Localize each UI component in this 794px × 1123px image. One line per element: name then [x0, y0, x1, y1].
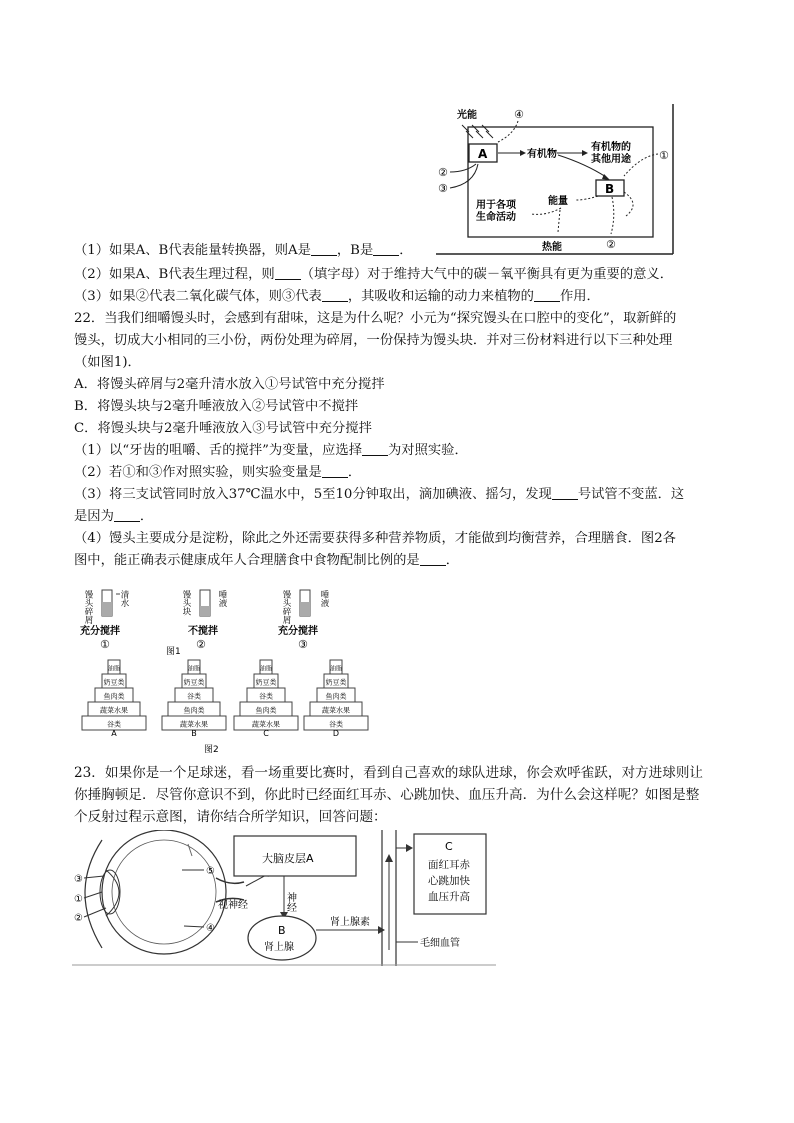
- box-b-label: B: [605, 182, 615, 196]
- svg-text:唾液: 唾液: [319, 590, 329, 607]
- adrenal-label: 肾上腺: [264, 942, 294, 953]
- pyramid-tier-label: 奶豆类: [183, 678, 205, 687]
- capillary-label: 毛细血管: [420, 938, 460, 949]
- life-1: 用于各项: [476, 200, 516, 211]
- pyramid-tier-label: 谷类: [107, 720, 121, 729]
- pyramid-tier-label: 油脂: [329, 665, 343, 673]
- q22-option-c: C．将馒头块与2毫升唾液放入③号试管中充分搅拌: [74, 421, 372, 436]
- answer-blank[interactable]: [420, 551, 446, 566]
- answer-blank[interactable]: [362, 441, 388, 456]
- q21-line1: （1）如果A、B代表能量转换器，则A是 ，B是 ．: [74, 243, 413, 258]
- answer-blank[interactable]: [373, 241, 399, 256]
- test-tube-2: [181, 589, 227, 651]
- svg-text:清水: 清水: [119, 590, 129, 607]
- nerve-label-1: 神经: [284, 892, 296, 912]
- svg-text:馒头碎屑: 馒头碎屑: [83, 590, 93, 624]
- q22-intro-3: （如图1)．: [74, 355, 141, 370]
- svg-text:不搅拌: 不搅拌: [188, 626, 218, 637]
- answer-blank[interactable]: [552, 485, 578, 500]
- food-pyramid-d: [304, 660, 368, 738]
- answer-blank[interactable]: [322, 287, 348, 302]
- effect-c: C: [445, 840, 453, 853]
- pyramid-tier-label: 谷类: [329, 720, 343, 729]
- svg-text:③: ③: [298, 638, 308, 651]
- cortex-label: 大脑皮层A: [262, 852, 314, 865]
- test-tube-1: [80, 589, 129, 651]
- pyramid-tier-label: 鱼肉类: [325, 692, 347, 701]
- marker-2b: ②: [606, 238, 616, 251]
- test-tube-3: [278, 589, 329, 651]
- svg-text:②: ②: [196, 638, 206, 651]
- adrenal-b: B: [278, 924, 286, 937]
- answer-blank[interactable]: [114, 507, 140, 522]
- q22-intro-2: 馒头，切成大小相同的三小份，两份处理为碎屑，一份保持为馒头块．并对三份材料进行以下三种处理: [74, 333, 673, 348]
- pyramid-label: C: [263, 729, 269, 738]
- pyramid-tier-label: 蔬菜水果: [252, 720, 280, 729]
- pyramid-tier-label: 蔬菜水果: [100, 706, 128, 715]
- marker-3: ③: [438, 182, 448, 195]
- figure2-caption: 图2: [204, 745, 219, 755]
- pyramid-tier-label: 奶豆类: [325, 678, 347, 687]
- pyramid-label: A: [111, 729, 117, 738]
- q22-part4-1: （4）馒头主要成分是淀粉，除此之外还需要获得多种营养物质，才能做到均衡营养，合理膳食．图2各: [74, 531, 676, 546]
- q21-line2: （2）如果A、B代表生理过程，则 （填字母）对于维持大气中的碳－氧平衡具有更为重要的意义．: [74, 267, 674, 282]
- figure1-caption: 图1: [166, 647, 181, 657]
- q22-part3: （3）将三支试管同时放入37℃温水中，5至10分钟取出，滴加碘液、摇匀，发现 号试管不变蓝．这: [74, 487, 685, 502]
- pyramid-tier-label: 鱼肉类: [255, 706, 277, 715]
- answer-blank[interactable]: [275, 265, 301, 280]
- q22-intro-1: 22．当我们细嚼馒头时，会感到有甜味，这是为什么呢？小元为“探究馒头在口腔中的变化”，取新鲜的: [74, 311, 677, 326]
- svg-text:充分搅拌: 充分搅拌: [80, 626, 120, 637]
- pyramid-tier-label: 奶豆类: [103, 678, 125, 687]
- heat-label: 热能: [542, 242, 562, 253]
- q22-part3-cont: 是因为 ．: [74, 509, 154, 524]
- pyramid-tier-label: 谷类: [187, 692, 201, 701]
- eye-marker-5: ⑤: [206, 866, 215, 877]
- pyramid-tier-label: 油脂: [107, 665, 121, 673]
- marker-1: ①: [659, 149, 669, 162]
- answer-blank[interactable]: [322, 463, 348, 478]
- q22-option-a: A．将馒头碎屑与2毫升清水放入①号试管中充分搅拌: [74, 377, 385, 392]
- energy-flow-diagram: [436, 104, 676, 256]
- other-use-2: 其他用途: [591, 154, 631, 165]
- q22-part1: （1）以“牙齿的咀嚼、舌的搅拌”为变量，应选择 为对照实验．: [74, 443, 468, 458]
- food-pyramid-c: [234, 660, 298, 738]
- adrenal-gland: [248, 916, 316, 960]
- food-pyramids: [82, 660, 368, 738]
- marker-2a: ②: [438, 166, 448, 179]
- svg-text:唾液: 唾液: [217, 590, 227, 607]
- reflex-diagram: [72, 830, 496, 966]
- marker-4: ④: [514, 108, 524, 121]
- pyramid-tier-label: 油脂: [259, 665, 273, 673]
- other-use-1: 有机物的: [591, 142, 631, 153]
- svg-text:馒头碎屑: 馒头碎屑: [281, 590, 291, 624]
- answer-blank[interactable]: [534, 287, 560, 302]
- q22-part4-2: 图中，能正确表示健康成年人合理膳食中食物配制比例的是 ．: [74, 553, 460, 568]
- effect-2: 心跳加快: [428, 875, 470, 887]
- eye-marker-2: ②: [74, 913, 83, 924]
- eye-marker-1: ①: [74, 894, 83, 905]
- food-pyramid-a: [82, 660, 146, 738]
- q22-part2: （2）若①和③作对照实验，则实验变量是 ．: [74, 465, 362, 480]
- answer-blank[interactable]: [311, 241, 337, 256]
- pyramid-tier-label: 油脂: [187, 665, 201, 673]
- pyramid-tier-label: 蔬菜水果: [180, 720, 208, 729]
- q23-line3: 个反射过程示意图，请你结合所学知识，回答问题：: [74, 809, 387, 825]
- hormone-label: 肾上腺素: [330, 917, 370, 928]
- pyramid-label: B: [191, 729, 197, 738]
- pyramid-tier-label: 奶豆类: [255, 678, 277, 687]
- svg-text:馒头块: 馒头块: [181, 590, 191, 616]
- box-a-label: A: [478, 147, 488, 161]
- eye-marker-3: ③: [74, 874, 83, 885]
- food-pyramid-b: [162, 660, 226, 738]
- energy-label: 能量: [548, 196, 568, 207]
- pyramid-tier-label: 鱼肉类: [183, 706, 205, 715]
- q22-option-b: B．将馒头块与2毫升唾液放入②号试管中不搅拌: [74, 399, 359, 414]
- pyramid-label: D: [332, 729, 340, 738]
- q21-line3: （3）如果②代表二氧化碳气体，则③代表 ，其吸收和运输的动力来植物的 作用．: [74, 289, 600, 304]
- digestion-experiment-figure: [72, 580, 372, 755]
- life-2: 生命活动: [476, 212, 516, 223]
- svg-text:①: ①: [100, 638, 110, 651]
- pyramid-tier-label: 蔬菜水果: [322, 706, 350, 715]
- pyramid-tier-label: 鱼肉类: [103, 692, 125, 701]
- q23-line2: 你捶胸顿足．尽管你意识不到，你此时已经面红耳赤、心跳加快、血压升高．为什么会这样呢？如图是整: [74, 787, 700, 803]
- effect-1: 面红耳赤: [428, 859, 470, 871]
- light-label: 光能: [457, 110, 477, 121]
- optic-nerve-label: 视神经: [218, 900, 248, 911]
- eye-marker-4: ④: [206, 923, 215, 934]
- effect-3: 血压升高: [428, 891, 470, 903]
- pyramid-tier-label: 谷类: [259, 692, 273, 701]
- svg-text:充分搅拌: 充分搅拌: [278, 626, 318, 637]
- q23-line1: 23．如果你是一个足球迷，看一场重要比赛时，看到自己喜欢的球队进球，你会欢呼雀跃，对方进球则让: [74, 765, 704, 781]
- eye: [85, 830, 244, 954]
- organic-label: 有机物: [527, 149, 557, 160]
